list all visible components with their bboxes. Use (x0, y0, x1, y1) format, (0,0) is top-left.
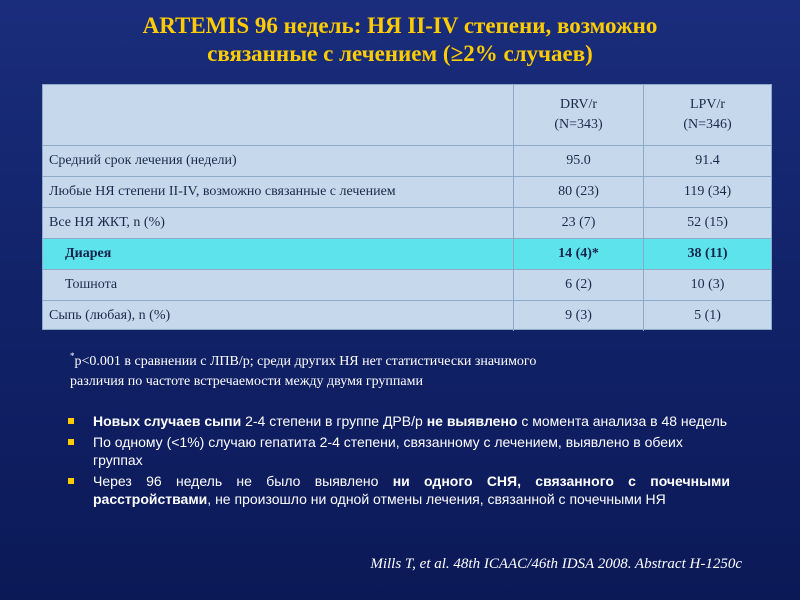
row-label: Средний срок лечения (недели) (43, 146, 514, 177)
table-row-highlighted (43, 239, 771, 270)
square-bullet-icon (68, 439, 74, 445)
row-drv-value: 95.0 (514, 146, 644, 177)
bullet-list (66, 412, 730, 511)
slide-title-line-2: связанные с лечением (≥2% случаев) (207, 41, 593, 66)
table-row (43, 270, 771, 301)
footnote (70, 346, 690, 392)
row-lpv-value: 38 (11) (644, 239, 772, 270)
row-lpv-value: 91.4 (644, 146, 772, 177)
bullet-item (66, 412, 730, 430)
bullet-plain-text: Через 96 недель не было выявлено (93, 473, 393, 489)
lpv-column-n: (N=346) (683, 117, 732, 132)
table-row (43, 177, 771, 208)
bullet-plain-text: , не произошло ни одной отмены лечения, связанной с почечными НЯ (207, 491, 666, 507)
bullet-plain-text: с момента анализа в 48 недель (517, 413, 728, 429)
row-label: Сыпь (любая), n (%) (43, 301, 514, 332)
footnote-line-2: различия по частоте встречаемости между двумя группами (70, 374, 423, 389)
bullet-text: По одному (<1%) случаю гепатита 2-4 степени, связанному с лечением, выявлено в обеих группах (93, 434, 683, 468)
bullet-plain-text: 2-4 степени в группе ДРВ/р (241, 413, 427, 429)
row-label: Тошнота (43, 270, 514, 301)
footnote-marker: * (70, 351, 75, 361)
row-drv-value: 6 (2) (514, 270, 644, 301)
drv-column-n: (N=343) (554, 117, 603, 132)
footnote-line-1 (70, 346, 690, 372)
slide-title (0, 12, 800, 68)
row-label: Диарея (43, 239, 514, 270)
table-row (43, 146, 771, 177)
row-label: Любые НЯ степени II-IV, возможно связанные с лечением (43, 177, 514, 208)
square-bullet-icon (68, 478, 74, 484)
row-drv-value: 14 (4)* (514, 239, 644, 270)
table-header-row (43, 85, 771, 146)
row-drv-value: 9 (3) (514, 301, 644, 332)
bullet-text (93, 472, 730, 508)
bullet-text (93, 412, 730, 430)
row-drv-value: 80 (23) (514, 177, 644, 208)
square-bullet-icon (68, 418, 74, 424)
row-drv-value: 23 (7) (514, 208, 644, 239)
bullet-item (66, 472, 730, 508)
table-row (43, 208, 771, 239)
bullet-bold-text: Новых случаев сыпи (93, 413, 242, 429)
bullet-bold-text: ни одного СНЯ, связанного с почечными расстройствами (93, 473, 730, 507)
row-label: Все НЯ ЖКТ, n (%) (43, 208, 514, 239)
table-header-lpv (644, 85, 772, 146)
drv-column-name: DRV/r (560, 97, 597, 112)
row-lpv-value: 5 (1) (644, 301, 772, 332)
bullet-item (66, 433, 730, 469)
row-lpv-value: 52 (15) (644, 208, 772, 239)
footnote-text-1: p<0.001 в сравнении с ЛПВ/р; среди других НЯ нет статистически значимого (74, 354, 537, 369)
bullet-bold-text: не выявлено (426, 413, 518, 429)
adverse-events-table (42, 84, 772, 330)
table-row (43, 301, 771, 332)
row-lpv-value: 119 (34) (644, 177, 772, 208)
table-header-drv (514, 85, 644, 146)
row-lpv-value: 10 (3) (644, 270, 772, 301)
slide-title-line-1: ARTEMIS 96 недель: НЯ II-IV степени, возможно (142, 13, 658, 38)
table-header-empty (43, 85, 514, 146)
citation: Mills T, et al. 48th ICAAC/46th IDSA 2008. Abstract H-1250c (370, 556, 742, 572)
lpv-column-name: LPV/r (690, 97, 725, 112)
